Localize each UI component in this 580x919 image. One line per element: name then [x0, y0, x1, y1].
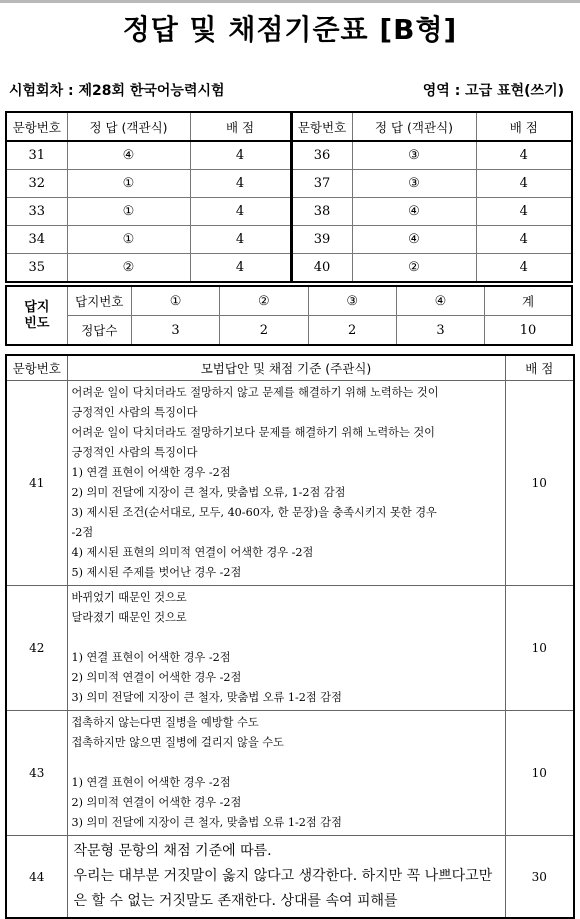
criteria-line: 작문형 문항의 채점 기준에 따름. [73, 843, 272, 859]
exam-session: 시험회차 : 제28회 한국어능력시험 [9, 83, 225, 99]
question-number: 39 [291, 226, 352, 254]
score-value: 10 [505, 586, 574, 711]
subjective-header-row [6, 355, 574, 381]
criteria-line: 1) 연결 표현이 어색한 경우 -2점 [71, 651, 231, 664]
question-number: 31 [6, 141, 67, 170]
criteria-line: 긍정적인 사람의 특징이다 [71, 446, 198, 459]
choice-1: ① [131, 286, 219, 316]
count-1: 3 [131, 316, 219, 346]
criteria-line: 우리는 대부분 거짓말이 옳지 않다고 생각한다. 하지만 꼭 나쁘다고만은 할 수 없는 거짓말도 존재한다. 상대를 속여 피해를 [73, 868, 493, 909]
criteria-line: 2) 의미 전달에 지장이 큰 철자, 맞춤법 오류, 1-2점 감점 [71, 486, 346, 499]
question-number: 41 [6, 381, 67, 586]
subjective-criteria-table [5, 354, 575, 919]
count-total: 10 [485, 316, 572, 346]
answer-symbol: ③ [352, 170, 476, 198]
score-value: 4 [476, 170, 572, 198]
frequency-label-text: 답지 빈도 [24, 299, 50, 331]
choice-number-label: 답지번호 [67, 286, 131, 316]
criteria-line: 1) 연결 표현이 어색한 경우 -2점 [71, 776, 231, 789]
question-number: 38 [291, 198, 352, 226]
subjective-row [6, 711, 574, 836]
criteria-line: 긍정적인 사람의 특징이다 [71, 406, 198, 419]
score-value: 30 [505, 836, 574, 919]
question-number: 42 [6, 586, 67, 711]
criteria-line: 달라졌기 때문인 것으로 [71, 611, 187, 624]
answer-symbol: ① [67, 198, 190, 226]
page-title: 정답 및 채점기준표 [B형] [122, 13, 458, 46]
answer-count-label: 정답수 [67, 316, 131, 346]
frequency-label [6, 286, 67, 345]
header-score: 배 점 [505, 355, 574, 381]
criteria-line: 3) 의미 전달에 지장이 큰 철자, 맞춤법 오류 1-2점 감점 [71, 691, 342, 704]
objective-row [6, 141, 572, 170]
score-value: 4 [190, 226, 291, 254]
answer-symbol: ④ [352, 226, 476, 254]
count-2: 2 [220, 316, 308, 346]
header-question-no: 문항번호 [6, 112, 67, 141]
criteria-line: 접촉하지 않는다면 질병을 예방할 수도 [71, 716, 259, 729]
header-criteria: 모범답안 및 채점 기준 (주관식) [67, 355, 505, 381]
criteria-text [67, 711, 505, 836]
objective-row [6, 254, 572, 283]
criteria-line: 3) 의미 전달에 지장이 큰 철자, 맞춤법 오류 1-2점 감점 [71, 816, 342, 829]
criteria-line: 4) 제시된 표현의 의미적 연결이 어색한 경우 -2점 [71, 546, 314, 559]
objective-row [6, 170, 572, 198]
answer-symbol: ④ [352, 198, 476, 226]
answer-symbol: ④ [67, 141, 190, 170]
question-number: 32 [6, 170, 67, 198]
score-value: 4 [476, 198, 572, 226]
subjective-row [6, 381, 574, 586]
question-number: 34 [6, 226, 67, 254]
criteria-line: 2) 의미적 연결이 어색한 경우 -2점 [71, 671, 242, 684]
header-answer: 정 답 (객관식) [67, 112, 190, 141]
score-value: 4 [190, 141, 291, 170]
objective-answer-table [5, 111, 573, 283]
top-rule [0, 0, 580, 3]
header-question-no: 문항번호 [6, 355, 67, 381]
criteria-line: 5) 제시된 주제를 벗어난 경우 -2점 [71, 566, 242, 579]
header-score: 배 점 [476, 112, 572, 141]
score-value: 4 [190, 254, 291, 283]
count-3: 2 [308, 316, 396, 346]
answer-frequency-table [5, 285, 573, 346]
question-number: 36 [291, 141, 352, 170]
criteria-text [67, 836, 505, 919]
criteria-line: 1) 연결 표현이 어색한 경우 -2점 [71, 466, 231, 479]
criteria-line: 2) 의미적 연결이 어색한 경우 -2점 [71, 796, 242, 809]
frequency-choice-row [6, 286, 572, 316]
question-number: 40 [291, 254, 352, 283]
frequency-count-row [6, 316, 572, 346]
criteria-line [72, 628, 501, 648]
question-number: 35 [6, 254, 67, 283]
score-value: 10 [505, 711, 574, 836]
question-number: 33 [6, 198, 67, 226]
header-answer: 정 답 (객관식) [352, 112, 476, 141]
question-number: 44 [6, 836, 67, 919]
criteria-text [67, 586, 505, 711]
answer-symbol: ③ [352, 141, 476, 170]
header-score: 배 점 [190, 112, 291, 141]
score-value: 4 [476, 254, 572, 283]
criteria-line: 접촉하지만 않으면 질병에 걸리지 않을 수도 [71, 736, 284, 749]
question-number: 37 [291, 170, 352, 198]
exam-area: 영역 : 고급 표현(쓰기) [422, 83, 564, 99]
choice-3: ③ [308, 286, 396, 316]
subjective-row [6, 836, 574, 919]
score-value: 10 [505, 381, 574, 586]
score-value: 4 [190, 198, 291, 226]
subjective-row [6, 586, 574, 711]
criteria-text [67, 381, 505, 586]
criteria-line: 어려운 일이 닥치더라도 절망하지 않고 문제를 해결하기 위해 노력하는 것이 [71, 386, 439, 399]
answer-symbol: ① [67, 226, 190, 254]
answer-symbol: ② [352, 254, 476, 283]
count-4: 3 [396, 316, 484, 346]
question-number: 43 [6, 711, 67, 836]
score-value: 4 [190, 170, 291, 198]
criteria-line [72, 753, 501, 773]
answer-symbol: ① [67, 170, 190, 198]
objective-row [6, 198, 572, 226]
score-value: 4 [476, 141, 572, 170]
score-value: 4 [476, 226, 572, 254]
criteria-line: 바뀌었기 때문인 것으로 [71, 591, 187, 604]
criteria-line: 어려운 일이 닥치더라도 절망하기보다 문제를 해결하기 위해 노력하는 것이 [71, 426, 435, 439]
answer-symbol: ② [67, 254, 190, 283]
total-label: 계 [485, 286, 572, 316]
criteria-line: -2점 [71, 526, 94, 539]
choice-2: ② [220, 286, 308, 316]
choice-4: ④ [396, 286, 484, 316]
objective-header-row [6, 112, 572, 141]
criteria-line: 3) 제시된 조건(순서대로, 모두, 40-60자, 한 문장)을 충족시키지 못한 경우 [71, 506, 437, 519]
objective-row [6, 226, 572, 254]
header-question-no: 문항번호 [291, 112, 352, 141]
